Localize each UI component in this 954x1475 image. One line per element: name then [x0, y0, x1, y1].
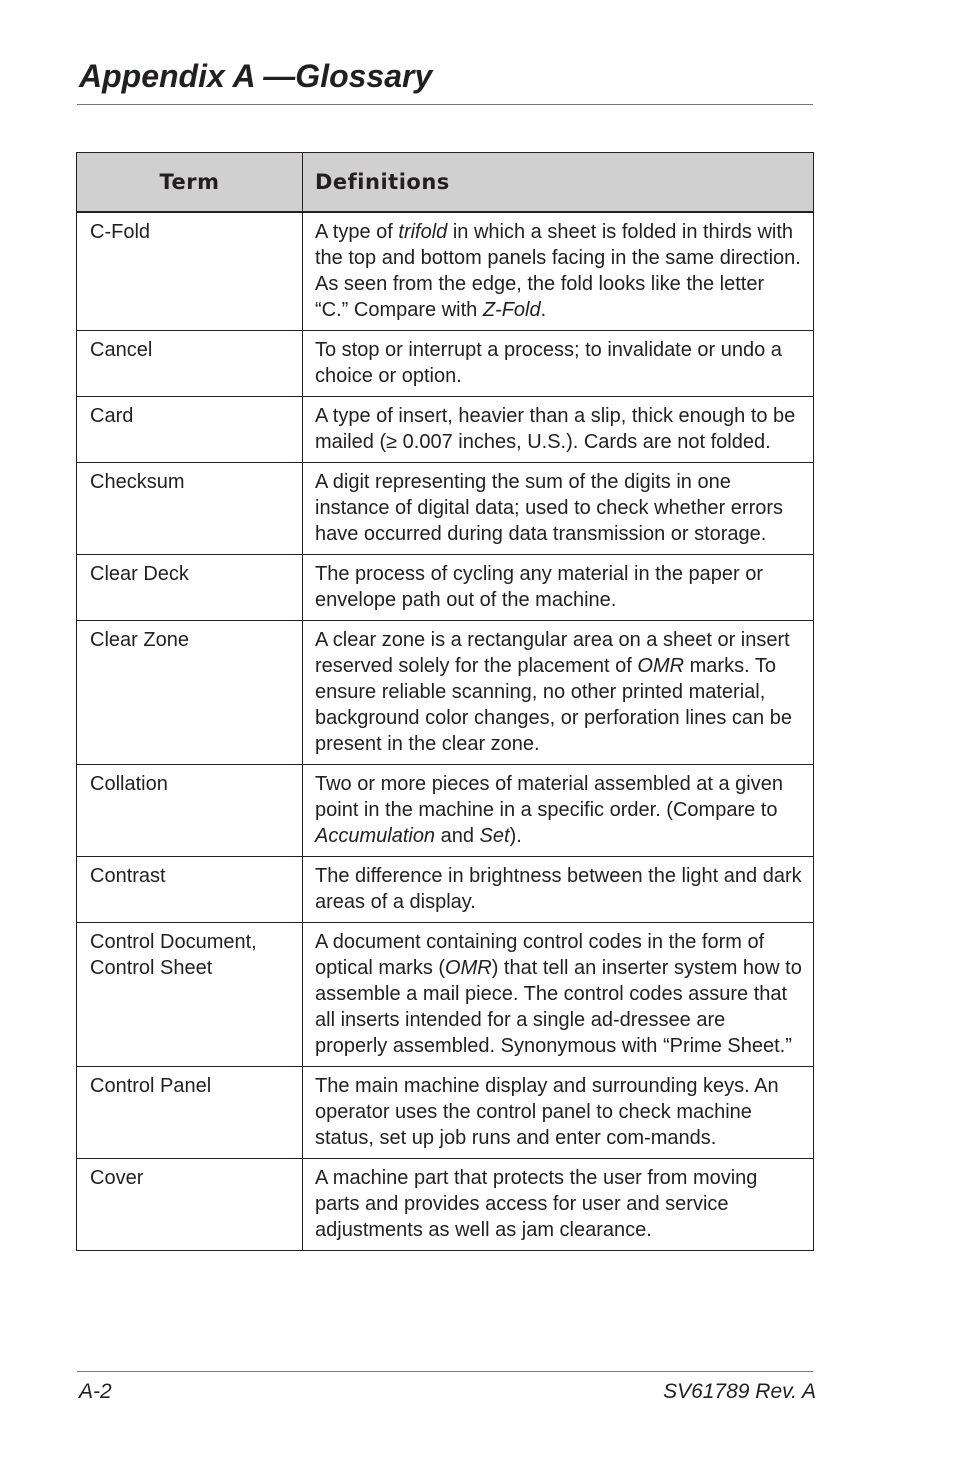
definition-emphasis: trifold — [398, 221, 448, 243]
definition-emphasis: Z-Fold — [482, 299, 541, 321]
term-cell: Checksum — [77, 463, 303, 555]
table-row — [77, 621, 814, 765]
definition-text: To stop or interrupt a process; to invalidate or undo a choice or option. — [315, 339, 782, 387]
page-title: Appendix A —Glossary — [79, 58, 433, 94]
term-cell: Control Panel — [77, 1067, 303, 1159]
definition-cell — [303, 397, 814, 463]
definition-cell — [303, 1159, 814, 1251]
definition-emphasis: Set — [479, 825, 510, 847]
definition-cell — [303, 463, 814, 555]
table-row — [77, 555, 814, 621]
definition-text: A clear zone is a rectangular area on a sheet or insert reserved solely for the placement of — [315, 629, 790, 677]
definition-cell — [303, 555, 814, 621]
definition-text: A digit representing the sum of the digits in one instance of digital data; used to check whether errors have occurred during data transmission or storage. — [315, 471, 784, 545]
table-row — [77, 397, 814, 463]
definition-text: Two or more pieces of material assembled at a given point in the machine in a specific order. (Compare to — [315, 773, 783, 821]
definition-text: The main machine display and surrounding keys. An operator uses the control panel to check machine status, set up job runs and enter com-mands. — [315, 1075, 779, 1149]
definition-text: . — [540, 299, 547, 321]
definition-cell — [303, 765, 814, 857]
table-row — [77, 765, 814, 857]
definition-emphasis: OMR — [637, 655, 685, 677]
table-row — [77, 1159, 814, 1251]
column-header-definitions: Definitions — [303, 153, 814, 213]
definition-text: A document containing control codes in the form of optical marks ( — [315, 931, 765, 979]
term-cell: Cover — [77, 1159, 303, 1251]
definition-text: and — [435, 825, 480, 847]
definition-cell — [303, 1067, 814, 1159]
definition-emphasis: Accumulation — [315, 825, 436, 847]
page-number: A-2 — [79, 1380, 112, 1403]
definition-emphasis: OMR — [445, 957, 492, 979]
term-cell: Clear Deck — [77, 555, 303, 621]
term-cell: Clear Zone — [77, 621, 303, 765]
definition-text: A type of insert, heavier than a slip, thick enough to be mailed (≥ 0.007 inches, U.S.). Cards are not folded. — [315, 405, 796, 453]
table-row — [77, 923, 814, 1067]
definition-cell — [303, 857, 814, 923]
title-divider — [77, 104, 813, 105]
table-row — [77, 212, 814, 331]
definition-cell — [303, 331, 814, 397]
term-cell: Collation — [77, 765, 303, 857]
table-row — [77, 463, 814, 555]
term-cell: Card — [77, 397, 303, 463]
glossary-body — [77, 212, 814, 1251]
table-row — [77, 1067, 814, 1159]
column-header-term: Term — [77, 153, 303, 213]
table-row — [77, 331, 814, 397]
document-id: SV61789 Rev. A — [663, 1380, 816, 1403]
definition-text: A type of — [315, 221, 399, 243]
definition-cell — [303, 923, 814, 1067]
definition-text: ) that tell an inserter system how to assemble a mail piece. The control codes assure that all inserts intended for a single ad-dressee are properly assembled. Synonymous with “Prime Sheet.” — [315, 957, 802, 1057]
term-cell: Cancel — [77, 331, 303, 397]
glossary-table — [76, 152, 814, 1251]
footer-divider — [77, 1371, 813, 1372]
definition-text: The difference in brightness between the light and dark areas of a display. — [315, 865, 802, 913]
definition-text: ). — [509, 825, 522, 847]
term-cell: Control Document, Control Sheet — [77, 923, 303, 1067]
term-cell: C-Fold — [77, 212, 303, 331]
definition-text: A machine part that protects the user from moving parts and provides access for user and service adjustments as well as jam clearance. — [315, 1167, 758, 1241]
definition-cell — [303, 212, 814, 331]
table-row — [77, 857, 814, 923]
term-cell: Contrast — [77, 857, 303, 923]
definition-text: marks. To ensure reliable scanning, no other printed material, background color changes, or perforation lines can be present in the clear zone. — [315, 655, 792, 755]
table-header-row — [77, 153, 814, 213]
definition-cell — [303, 621, 814, 765]
definition-text: in which a sheet is folded in thirds with the top and bottom panels facing in the same direction. As seen from the edge, the fold looks like the letter “C.” Compare with — [315, 221, 801, 321]
definition-text: The process of cycling any material in the paper or envelope path out of the machine. — [315, 563, 763, 611]
